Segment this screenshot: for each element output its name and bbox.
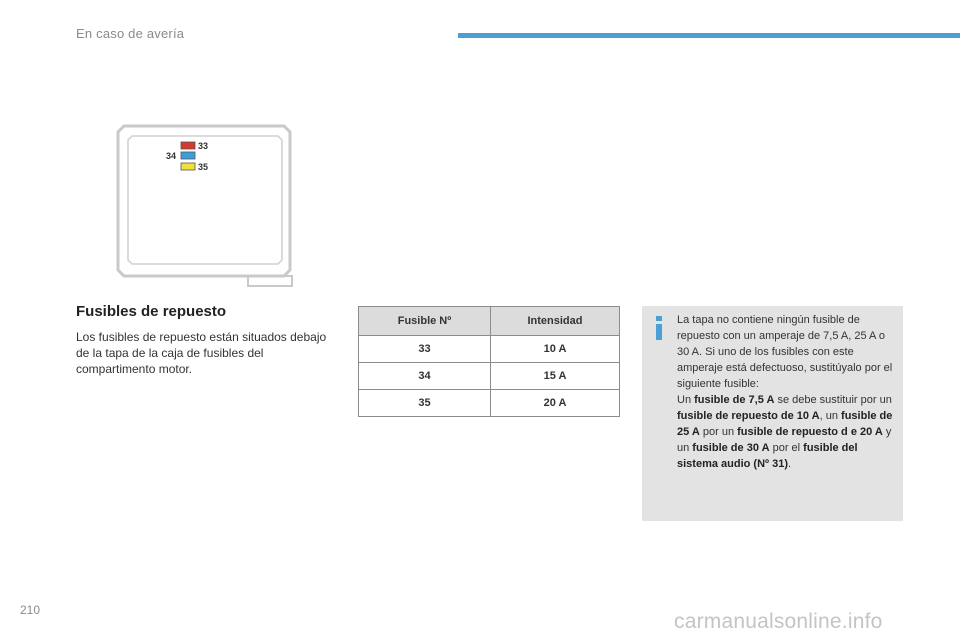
fuse-35-icon	[181, 163, 195, 170]
info-bold-part: fusible de repuesto d e 20 A	[737, 426, 883, 438]
info-text-part: por un	[699, 426, 738, 438]
fuse-33-icon	[181, 142, 195, 149]
info-bold-part: fusible del sistema audio (Nº 31)	[677, 442, 858, 470]
info-text-part: por el	[769, 442, 804, 454]
watermark: carmanualsonline.info	[674, 610, 883, 633]
amperage-cell: 15 A	[491, 363, 620, 390]
info-note-box	[642, 306, 903, 521]
info-text-part: , un	[819, 410, 842, 422]
table-row	[359, 363, 620, 390]
info-text-part: La tapa no contiene ningún fusible de repuesto con un amperaje de 7,5 A, 25 A o 30 A. Si uno de los fusibles con este amperaje está defectuoso, sustitúyalo por el siguiente fusible:	[677, 314, 893, 390]
info-text-part: .	[788, 458, 792, 470]
section-body: Los fusibles de repuesto están situados debajo de la tapa de la caja de fusibles del compartimento motor.	[76, 330, 327, 376]
fuse-number-cell: 33	[359, 336, 491, 363]
info-bold-part: fusible de 7,5 A	[694, 394, 775, 406]
info-bold-part: fusible de 30 A	[692, 442, 770, 454]
fuse-35-label: 35	[198, 162, 209, 172]
amperage-cell: 20 A	[491, 390, 620, 417]
page-number: 210	[20, 603, 41, 617]
table-header-row	[359, 307, 620, 336]
info-note-text	[677, 312, 897, 472]
chapter-title: En caso de avería	[76, 26, 185, 41]
info-bold-part: fusible de repuesto de 10 A	[677, 410, 820, 422]
fuse-number-cell: 35	[359, 390, 491, 417]
info-icon	[656, 316, 664, 340]
header-fuse-number: Fusible Nº	[359, 307, 491, 336]
header-amperage: Intensidad	[491, 307, 620, 336]
fuse-number-cell: 34	[359, 363, 491, 390]
table-row	[359, 390, 620, 417]
table-row	[359, 336, 620, 363]
info-text-part: Un	[677, 394, 695, 406]
info-text-part: y un	[677, 426, 892, 454]
section-title: Fusibles de repuesto	[76, 303, 227, 320]
fuse-34-icon	[181, 152, 195, 159]
info-bold-part: fusible de 25 A	[677, 410, 893, 438]
fuse-box-inner	[128, 136, 282, 264]
header-accent-bar	[458, 33, 960, 38]
fuse-34-label: 34	[166, 151, 177, 161]
info-text-part: se debe sustituir por un	[774, 394, 892, 406]
fuse-box-diagram	[112, 122, 294, 290]
amperage-cell: 10 A	[491, 336, 620, 363]
spare-fuse-table	[358, 306, 620, 417]
fuse-33-label: 33	[198, 141, 209, 151]
